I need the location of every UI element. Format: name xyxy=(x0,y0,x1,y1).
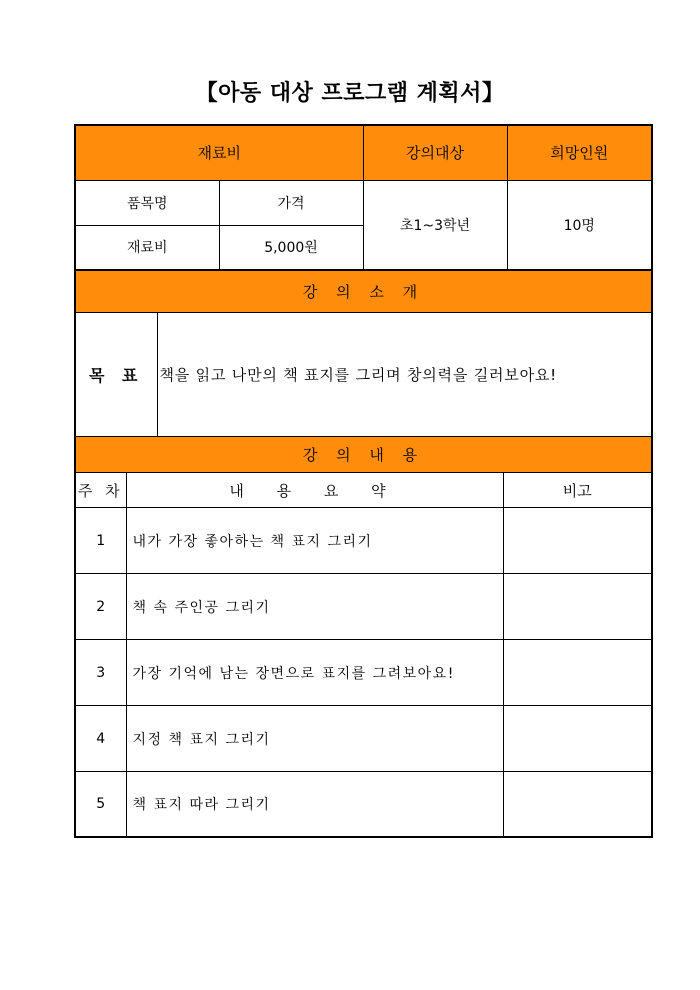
week-number: 4 xyxy=(75,706,126,772)
week-number: 2 xyxy=(75,574,126,640)
content-table xyxy=(74,436,653,838)
week-note xyxy=(503,772,652,837)
week-number: 3 xyxy=(75,640,126,706)
page-title: 【아동 대상 프로그램 계획서】 xyxy=(195,81,505,106)
goal-text: 책을 읽고 나만의 책 표지를 그리며 창의력을 길러보아요! xyxy=(157,313,652,437)
week-note xyxy=(503,706,652,772)
intro-table xyxy=(74,270,653,438)
table-row xyxy=(75,772,652,837)
week-summary: 책 속 주인공 그리기 xyxy=(126,574,503,640)
week-summary: 내가 가장 좋아하는 책 표지 그리기 xyxy=(126,508,503,574)
target-header: 강의대상 xyxy=(363,125,507,180)
note-column-header: 비고 xyxy=(503,473,652,508)
capacity-header: 희망인원 xyxy=(507,125,652,180)
table-row xyxy=(75,640,652,706)
material-cost-value: 5,000원 xyxy=(219,225,363,270)
price-label: 가격 xyxy=(219,180,363,225)
target-value: 초1~3학년 xyxy=(363,180,507,270)
item-name-label: 품목명 xyxy=(75,180,219,225)
week-number: 5 xyxy=(75,772,126,837)
table-row xyxy=(75,706,652,772)
intro-header: 강 의 소 개 xyxy=(75,271,652,313)
week-number: 1 xyxy=(75,508,126,574)
summary-column-header: 내 용 요 약 xyxy=(126,473,503,508)
goal-label: 목 표 xyxy=(75,313,157,437)
table-row xyxy=(75,574,652,640)
summary-table xyxy=(74,124,653,271)
week-note xyxy=(503,640,652,706)
capacity-value: 10명 xyxy=(507,180,652,270)
week-summary: 지정 책 표지 그리기 xyxy=(126,706,503,772)
week-column-header: 주 차 xyxy=(75,473,126,508)
week-summary: 가장 기억에 남는 장면으로 표지를 그려보아요! xyxy=(126,640,503,706)
week-note xyxy=(503,574,652,640)
content-header: 강 의 내 용 xyxy=(75,437,652,473)
week-note xyxy=(503,508,652,574)
material-cost-header: 재료비 xyxy=(75,125,363,180)
week-summary: 책 표지 따라 그리기 xyxy=(126,772,503,837)
material-cost-label: 재료비 xyxy=(75,225,219,270)
table-row xyxy=(75,508,652,574)
